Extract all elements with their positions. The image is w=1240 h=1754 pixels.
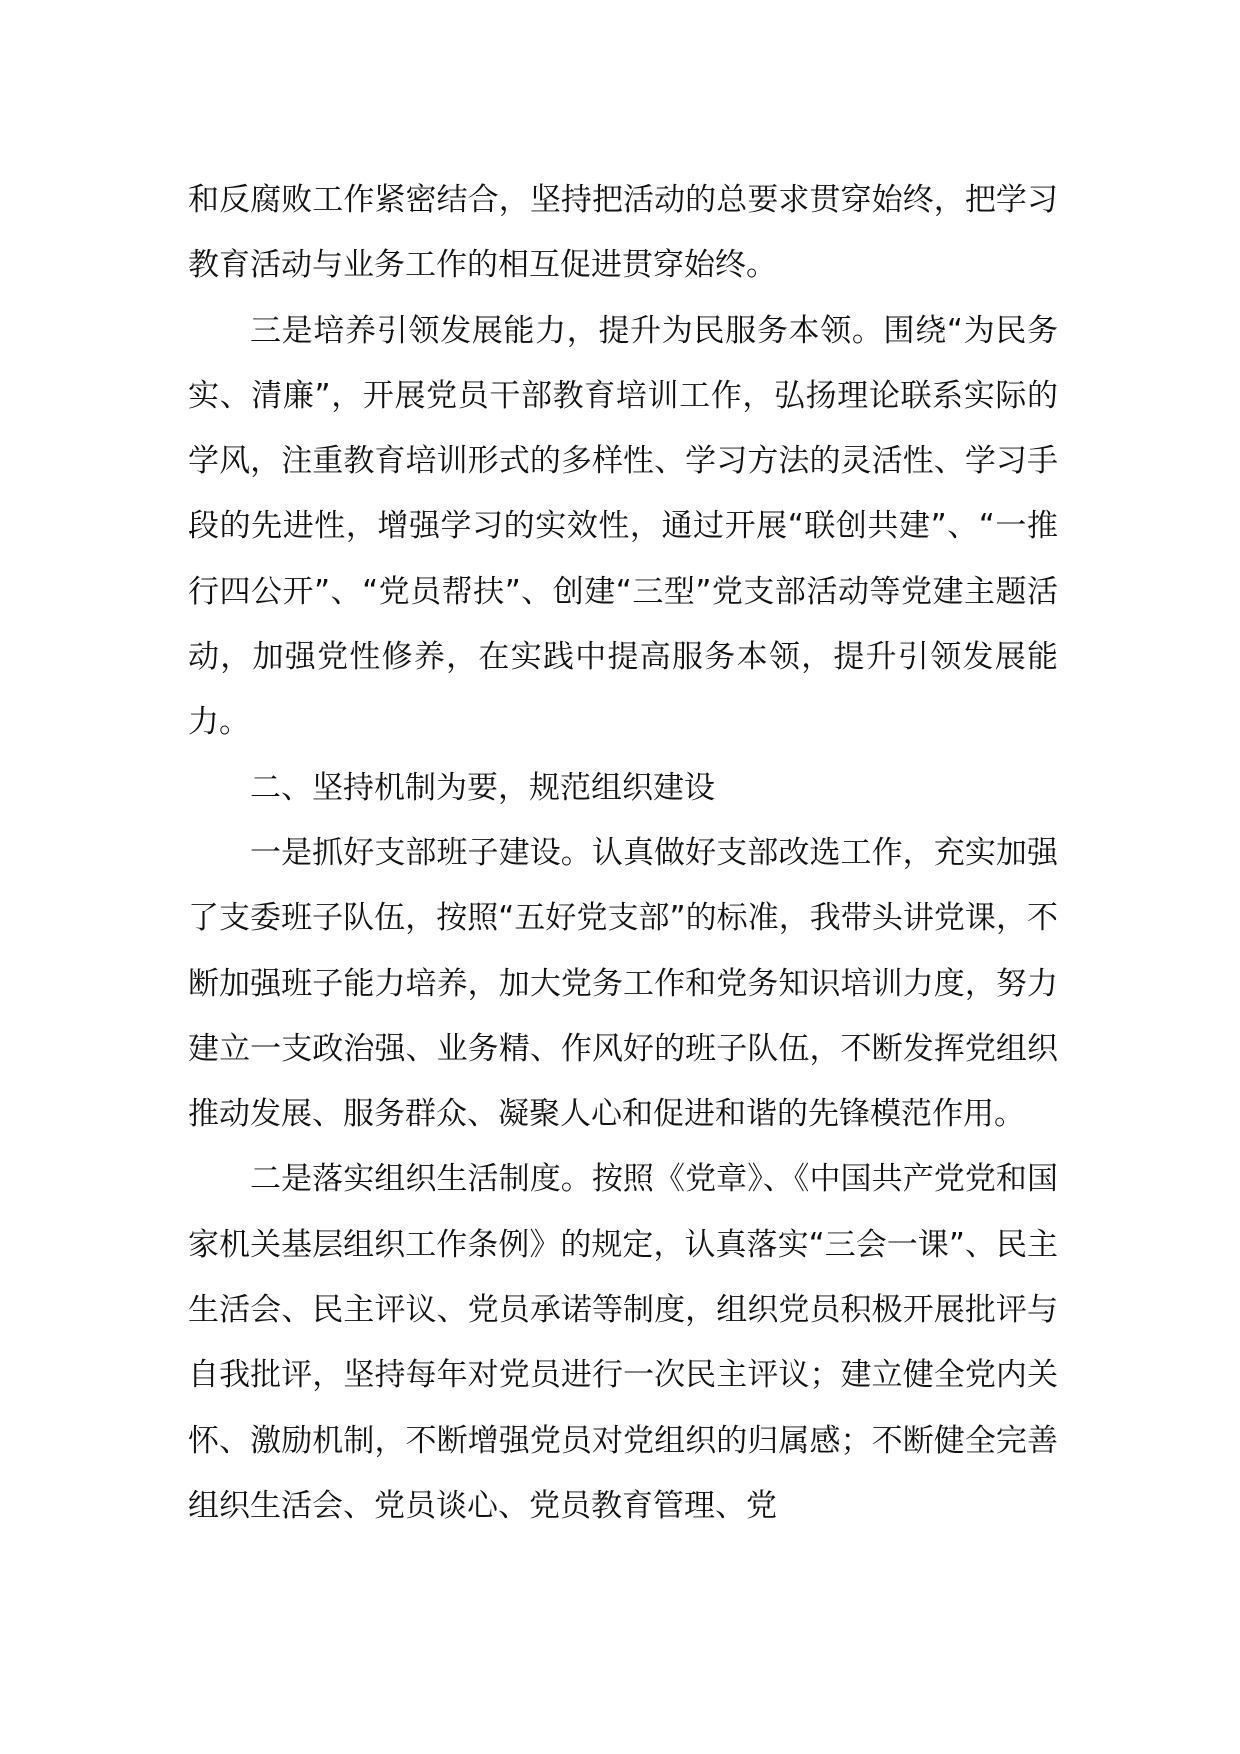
section-heading-two: 二、坚持机制为要，规范组织建设 — [250, 769, 715, 806]
paragraph-continuation: 和反腐败工作紧密结合，坚持把活动的总要求贯穿始终，把学习教育活动与业务工作的相互促进贯穿始终。 — [188, 182, 1058, 284]
paragraph-item-two: 二是落实组织生活制度。按照《党章》、《中国共产党党和国家机关基层组织工作条例》的规定，认真落实“三会一课”、民主生活会、民主评议、党员承诺等制度，组织党员积极开展批评与自我批评，坚持每年对党员进行一次民主评议；建立健全党内关怀、激励机制，不断增强党员对党组织的归属感；不断健全完善组织生活会、党员谈心、党员教育管理、党 — [188, 1161, 1058, 1524]
paragraph-item-three: 三是培养引领发展能力，提升为民服务本领。围绕“为民务实、清廉”，开展党员干部教育培训工作，弘扬理论联系实际的学风，注重教育培训形式的多样性、学习方法的灵活性、学习手段的先进性，增强学习的实效性，通过开展“联创共建”、“一推行四公开”、“党员帮扶”、创建“三型”党支部活动等党建主题活动，加强党性修养，在实践中提高服务本领，提升引领发展能力。 — [188, 312, 1058, 741]
document-body — [188, 168, 1058, 1539]
paragraph-item-one: 一是抓好支部班子建设。认真做好支部改选工作，充实加强了支委班子队伍，按照“五好党支部”的标准，我带头讲党课，不断加强班子能力培养，加大党务工作和党务知识培训力度，努力建立一支政治强、业务精、作风好的班子队伍，不断发挥党组织推动发展、服务群众、凝聚人心和促进和谐的先锋模范作用。 — [188, 834, 1058, 1133]
